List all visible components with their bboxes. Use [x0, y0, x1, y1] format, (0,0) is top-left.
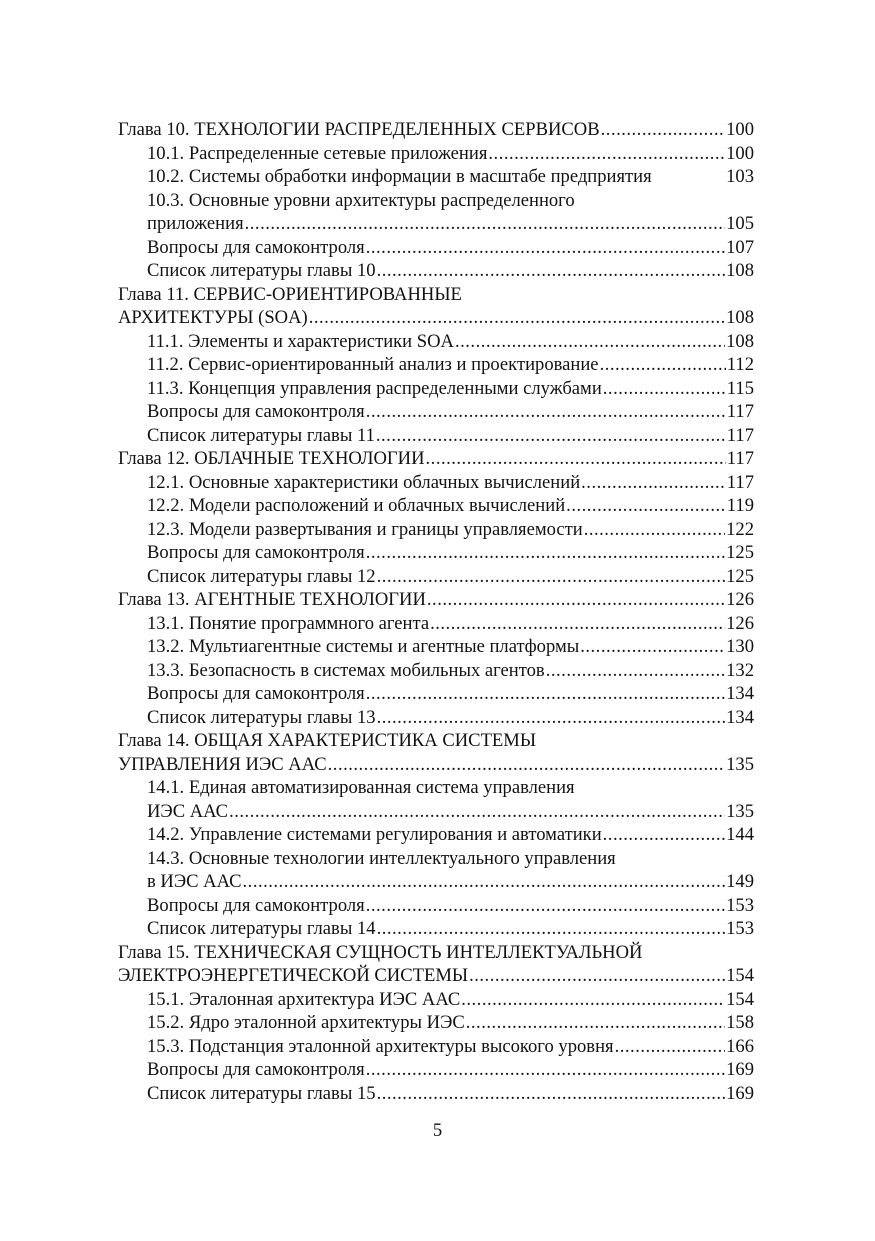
- dot-leader: [309, 306, 725, 330]
- toc-page-number: 132: [726, 659, 754, 681]
- toc-section-line: [118, 424, 754, 448]
- toc-entry-title: 11.2. Сервис-ориентированный анализ и проектирование: [147, 354, 599, 375]
- toc-section-line: [118, 1082, 754, 1106]
- toc-section-line: [118, 847, 754, 871]
- toc-section-line: [118, 494, 754, 518]
- dot-leader: [376, 424, 726, 448]
- toc-section-line: [118, 659, 754, 683]
- toc-section-line: [118, 565, 754, 589]
- toc-section-line: [118, 189, 754, 213]
- dot-leader: [366, 541, 725, 565]
- toc-section-line: [118, 212, 754, 236]
- dot-leader: [366, 682, 725, 706]
- toc-section-line: [118, 894, 754, 918]
- toc-section-line: [118, 330, 754, 354]
- toc-page-number: 158: [726, 1012, 754, 1033]
- toc-section-line: [118, 988, 754, 1012]
- dot-leader: [426, 447, 726, 471]
- toc-entry-title: Глава 10. ТЕХНОЛОГИИ РАСПРЕДЕЛЕННЫХ СЕРВИСОВ: [118, 119, 600, 140]
- dot-leader: [377, 259, 726, 283]
- toc-page-number: 117: [726, 424, 754, 446]
- toc-section-line: [118, 612, 754, 636]
- toc-chapter-line: [118, 283, 754, 307]
- dot-leader: [366, 400, 726, 424]
- dot-leader: [566, 494, 726, 518]
- toc-entry-title: Список литературы главы 14: [147, 918, 376, 939]
- dot-leader: [377, 706, 726, 730]
- toc-entry-title: Список литературы главы 13: [147, 706, 376, 728]
- toc-chapter-line: [118, 964, 754, 988]
- dot-leader: [601, 118, 725, 142]
- toc-page-number: 126: [726, 612, 754, 634]
- toc-entry-title: Глава 11. СЕРВИС-ОРИЕНТИРОВАННЫЕ: [118, 283, 462, 305]
- toc-page-number: 117: [726, 448, 754, 469]
- dot-leader: [455, 330, 725, 354]
- toc-section-line: [118, 870, 754, 894]
- toc-entry-title: АРХИТЕКТУРЫ (SOA): [118, 307, 308, 328]
- dot-leader: [328, 753, 725, 777]
- toc-entry-title: 14.1. Единая автоматизированная система управления: [147, 777, 575, 798]
- toc-page-number: 134: [726, 683, 754, 704]
- toc-chapter-line: [118, 753, 754, 777]
- toc-page-number: 119: [726, 495, 754, 516]
- dot-leader: [366, 1058, 725, 1082]
- dot-leader: [603, 823, 725, 847]
- toc-entry-title: 12.1. Основные характеристики облачных вычислений: [147, 471, 581, 493]
- toc-entry-title: Глава 12. ОБЛАЧНЫЕ ТЕХНОЛОГИИ: [118, 448, 425, 469]
- toc-entry-title: Вопросы для самоконтроля: [147, 542, 365, 563]
- toc-page-number: 125: [726, 565, 754, 587]
- dot-leader: [546, 659, 725, 683]
- dot-leader: [229, 800, 725, 824]
- toc-section-line: [118, 917, 754, 941]
- toc-chapter-line: [118, 941, 754, 965]
- toc-entry-title: Список литературы главы 10: [147, 260, 376, 281]
- toc-section-line: [118, 635, 754, 659]
- toc-section-line: [118, 353, 754, 377]
- toc-entry-title: 13.3. Безопасность в системах мобильных агентов: [147, 659, 545, 681]
- toc-entry-title: Вопросы для самоконтроля: [147, 236, 365, 258]
- toc-entry-title: Глава 13. АГЕНТНЫЕ ТЕХНОЛОГИИ: [118, 589, 426, 610]
- toc-section-line: [118, 400, 754, 424]
- toc-page-number: 125: [726, 542, 754, 563]
- toc-section-line: [118, 1011, 754, 1035]
- toc-chapter-line: [118, 588, 754, 612]
- toc-chapter-line: [118, 118, 754, 142]
- toc-entry-title: 15.1. Эталонная архитектура ИЭС ААС: [147, 988, 461, 1010]
- toc-section-line: [118, 165, 754, 189]
- toc-entry-title: ЭЛЕКТРОЭНЕРГЕТИЧЕСКОЙ СИСТЕМЫ: [118, 965, 469, 986]
- toc-section-line: [118, 236, 754, 260]
- toc-entry-title: УПРАВЛЕНИЯ ИЭС ААС: [118, 753, 327, 775]
- toc-entry-title: ИЭС ААС: [147, 800, 229, 822]
- toc-chapter-line: [118, 729, 754, 753]
- toc-page-number: 169: [726, 1059, 754, 1080]
- toc-entry-title: Вопросы для самоконтроля: [147, 894, 365, 916]
- toc-page-number: 134: [726, 706, 754, 728]
- toc-page-number: 105: [726, 213, 754, 234]
- dot-leader: [243, 870, 726, 894]
- dot-leader: [377, 565, 726, 589]
- dot-leader: [603, 377, 726, 401]
- dot-leader: [427, 588, 725, 612]
- dot-leader: [466, 1011, 725, 1035]
- dot-leader: [377, 1082, 726, 1106]
- dot-leader: [600, 353, 726, 377]
- toc-chapter-line: [118, 447, 754, 471]
- toc-section-line: [118, 518, 754, 542]
- toc-entry-title: 14.3. Основные технологии интеллектуального управления: [147, 847, 616, 869]
- toc-entry-title: 13.2. Мультиагентные системы и агентные платформы: [147, 636, 580, 657]
- toc-page-number: 117: [726, 401, 754, 422]
- dot-leader: [580, 635, 725, 659]
- toc-page-number: 112: [726, 354, 754, 375]
- toc-section-line: [118, 706, 754, 730]
- toc-page-number: 100: [726, 142, 754, 164]
- toc-entry-title: 12.3. Модели развертывания и границы управляемости: [147, 518, 583, 540]
- toc-page-number: 117: [726, 471, 754, 493]
- dot-leader: [469, 964, 725, 988]
- toc-section-line: [118, 1058, 754, 1082]
- toc-page-number: 166: [726, 1035, 754, 1057]
- toc-entry-title: 12.2. Модели расположений и облачных вычислений: [147, 495, 566, 516]
- dot-leader: [584, 518, 725, 542]
- dot-leader: [430, 612, 725, 636]
- toc-page-number: 130: [726, 636, 754, 657]
- toc-entry-title: Вопросы для самоконтроля: [147, 401, 365, 422]
- toc-section-line: [118, 776, 754, 800]
- toc-section-line: [118, 541, 754, 565]
- toc-entry-title: Вопросы для самоконтроля: [147, 1059, 365, 1080]
- toc-page-number: 135: [726, 753, 754, 775]
- toc-entry-title: 14.2. Управление системами регулирования и автоматики: [147, 824, 602, 845]
- toc-page-number: 115: [726, 377, 754, 399]
- toc-entry-title: Вопросы для самоконтроля: [147, 683, 365, 704]
- dot-leader: [461, 988, 725, 1012]
- toc-chapter-line: [118, 306, 754, 330]
- toc-section-line: [118, 377, 754, 401]
- dot-leader: [366, 894, 725, 918]
- toc-page-number: 108: [726, 330, 754, 352]
- dot-leader: [245, 212, 725, 236]
- toc-entry-title: Список литературы главы 15: [147, 1082, 376, 1104]
- toc-section-line: [118, 800, 754, 824]
- toc-page-number: 122: [726, 518, 754, 540]
- toc-page-number: 135: [726, 800, 754, 822]
- toc-entry-title: Глава 15. ТЕХНИЧЕСКАЯ СУЩНОСТЬ ИНТЕЛЛЕКТУАЛЬНОЙ: [118, 941, 643, 963]
- dot-leader: [615, 1035, 726, 1059]
- toc-page-number: 169: [726, 1082, 754, 1104]
- toc-entry-title: приложения: [147, 213, 244, 234]
- toc-page-number: 108: [726, 307, 754, 328]
- toc-page-number: 153: [726, 918, 754, 939]
- toc-entry-title: 11.1. Элементы и характеристики SOA: [147, 330, 454, 352]
- toc-section-line: [118, 682, 754, 706]
- toc-entry-title: 15.3. Подстанция эталонной архитектуры высокого уровня: [147, 1035, 614, 1057]
- toc-page-number: 144: [726, 824, 754, 845]
- toc-page-number: 154: [726, 988, 754, 1010]
- toc-entry-title: 15.2. Ядро эталонной архитектуры ИЭС: [147, 1012, 465, 1033]
- toc-entry-title: 11.3. Концепция управления распределенными службами: [147, 377, 602, 399]
- toc-section-line: [118, 142, 754, 166]
- toc-entry-title: в ИЭС ААС: [147, 871, 242, 892]
- table-of-contents: [118, 118, 754, 1105]
- dot-leader: [377, 917, 726, 941]
- toc-page-number: 149: [726, 871, 754, 892]
- toc-entry-title: Список литературы главы 11: [147, 424, 375, 446]
- toc-entry-title: 10.2. Системы обработки информации в масштабе предприятия: [147, 166, 652, 187]
- toc-section-line: [118, 1035, 754, 1059]
- dot-leader: [366, 236, 725, 260]
- toc-page-number: 126: [726, 589, 754, 610]
- toc-page-number: 107: [726, 236, 754, 258]
- toc-entry-title: 10.1. Распределенные сетевые приложения: [147, 142, 488, 164]
- toc-page-number: 100: [726, 119, 754, 140]
- toc-page-number: 154: [726, 965, 754, 986]
- toc-entry-title: 13.1. Понятие программного агента: [147, 612, 430, 634]
- toc-entry-title: 10.3. Основные уровни архитектуры распределенного: [147, 189, 575, 211]
- toc-page-number: 153: [726, 894, 754, 916]
- dot-leader: [488, 142, 725, 166]
- toc-page-number: 108: [726, 260, 754, 281]
- toc-entry-title: Глава 14. ОБЩАЯ ХАРАКТЕРИСТИКА СИСТЕМЫ: [118, 730, 537, 751]
- dot-leader: [581, 471, 726, 495]
- toc-section-line: [118, 471, 754, 495]
- toc-page-number: 103: [726, 166, 754, 187]
- page-number: 5: [432, 1120, 443, 1141]
- toc-section-line: [118, 259, 754, 283]
- toc-entry-title: Список литературы главы 12: [147, 565, 376, 587]
- toc-section-line: [118, 823, 754, 847]
